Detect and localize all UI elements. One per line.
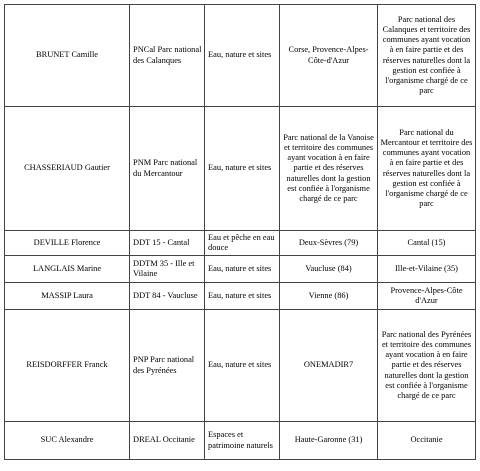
organisation-cell: PNCal Parc national des Calanques: [130, 5, 205, 107]
name-cell: SUC Alexandre: [5, 422, 130, 460]
table-row: [5, 107, 476, 231]
department-cell: ONEMADIR7: [280, 310, 378, 422]
theme-cell: Espaces et patrimoine naturels: [205, 422, 280, 460]
target-cell: Parc national des Pyrénées et territoire des communes ayant vocation à en faire partie et des réserves naturelles dont la gestion est confiée à l'organisme chargé de ce parc: [378, 310, 476, 422]
theme-cell: Eau, nature et sites: [205, 256, 280, 283]
department-cell: Corse, Provence-Alpes-Côte-d'Azur: [280, 5, 378, 107]
name-cell: REISDORFFER Franck: [5, 310, 130, 422]
organisation-cell: DDT 15 - Cantal: [130, 231, 205, 256]
name-cell: BRUNET Camille: [5, 5, 130, 107]
name-cell: CHASSERIAUD Gautier: [5, 107, 130, 231]
department-cell: Parc national de la Vanoise et territoire des communes ayant vocation à en faire partie et des réserves naturelles dont la gestion est confiée à l'organisme chargé de ce parc: [280, 107, 378, 231]
organisation-cell: PNM Parc national du Mercantour: [130, 107, 205, 231]
organisation-cell: DREAL Occitanie: [130, 422, 205, 460]
name-cell: MASSIP Laura: [5, 283, 130, 310]
organisation-cell: PNP Parc national des Pyrénées: [130, 310, 205, 422]
table-row: [5, 283, 476, 310]
department-cell: Deux-Sèvres (79): [280, 231, 378, 256]
department-cell: Haute-Garonne (31): [280, 422, 378, 460]
department-cell: Vaucluse (84): [280, 256, 378, 283]
table-row: [5, 231, 476, 256]
table-row: [5, 5, 476, 107]
theme-cell: Eau et pêche en eau douce: [205, 231, 280, 256]
department-cell: Vienne (86): [280, 283, 378, 310]
name-cell: LANGLAIS Marine: [5, 256, 130, 283]
table-body: [5, 5, 476, 460]
theme-cell: Eau, nature et sites: [205, 107, 280, 231]
name-cell: DEVILLE Florence: [5, 231, 130, 256]
table-row: [5, 310, 476, 422]
target-cell: Provence-Alpes-Côte d'Azur: [378, 283, 476, 310]
target-cell: Parc national du Mercantour et territoire des communes ayant vocation à en faire partie et des réserves naturelles dont la gestion est confiée à l'organisme chargé de ce parc: [378, 107, 476, 231]
theme-cell: Eau, nature et sites: [205, 5, 280, 107]
theme-cell: Eau, nature et sites: [205, 283, 280, 310]
organisation-cell: DDTM 35 - Ille et Vilaine: [130, 256, 205, 283]
target-cell: Ille-et-Vilaine (35): [378, 256, 476, 283]
target-cell: Cantal (15): [378, 231, 476, 256]
organisation-cell: DDT 84 - Vaucluse: [130, 283, 205, 310]
table-row: [5, 422, 476, 460]
target-cell: Parc national des Calanques et territoire des communes ayant vocation à en faire partie et des réserves naturelles dont la gestion est confiée à l'organisme chargé de ce parc: [378, 5, 476, 107]
table-row: [5, 256, 476, 283]
theme-cell: Eau, nature et sites: [205, 310, 280, 422]
target-cell: Occitanie: [378, 422, 476, 460]
assignment-table: [4, 4, 476, 460]
